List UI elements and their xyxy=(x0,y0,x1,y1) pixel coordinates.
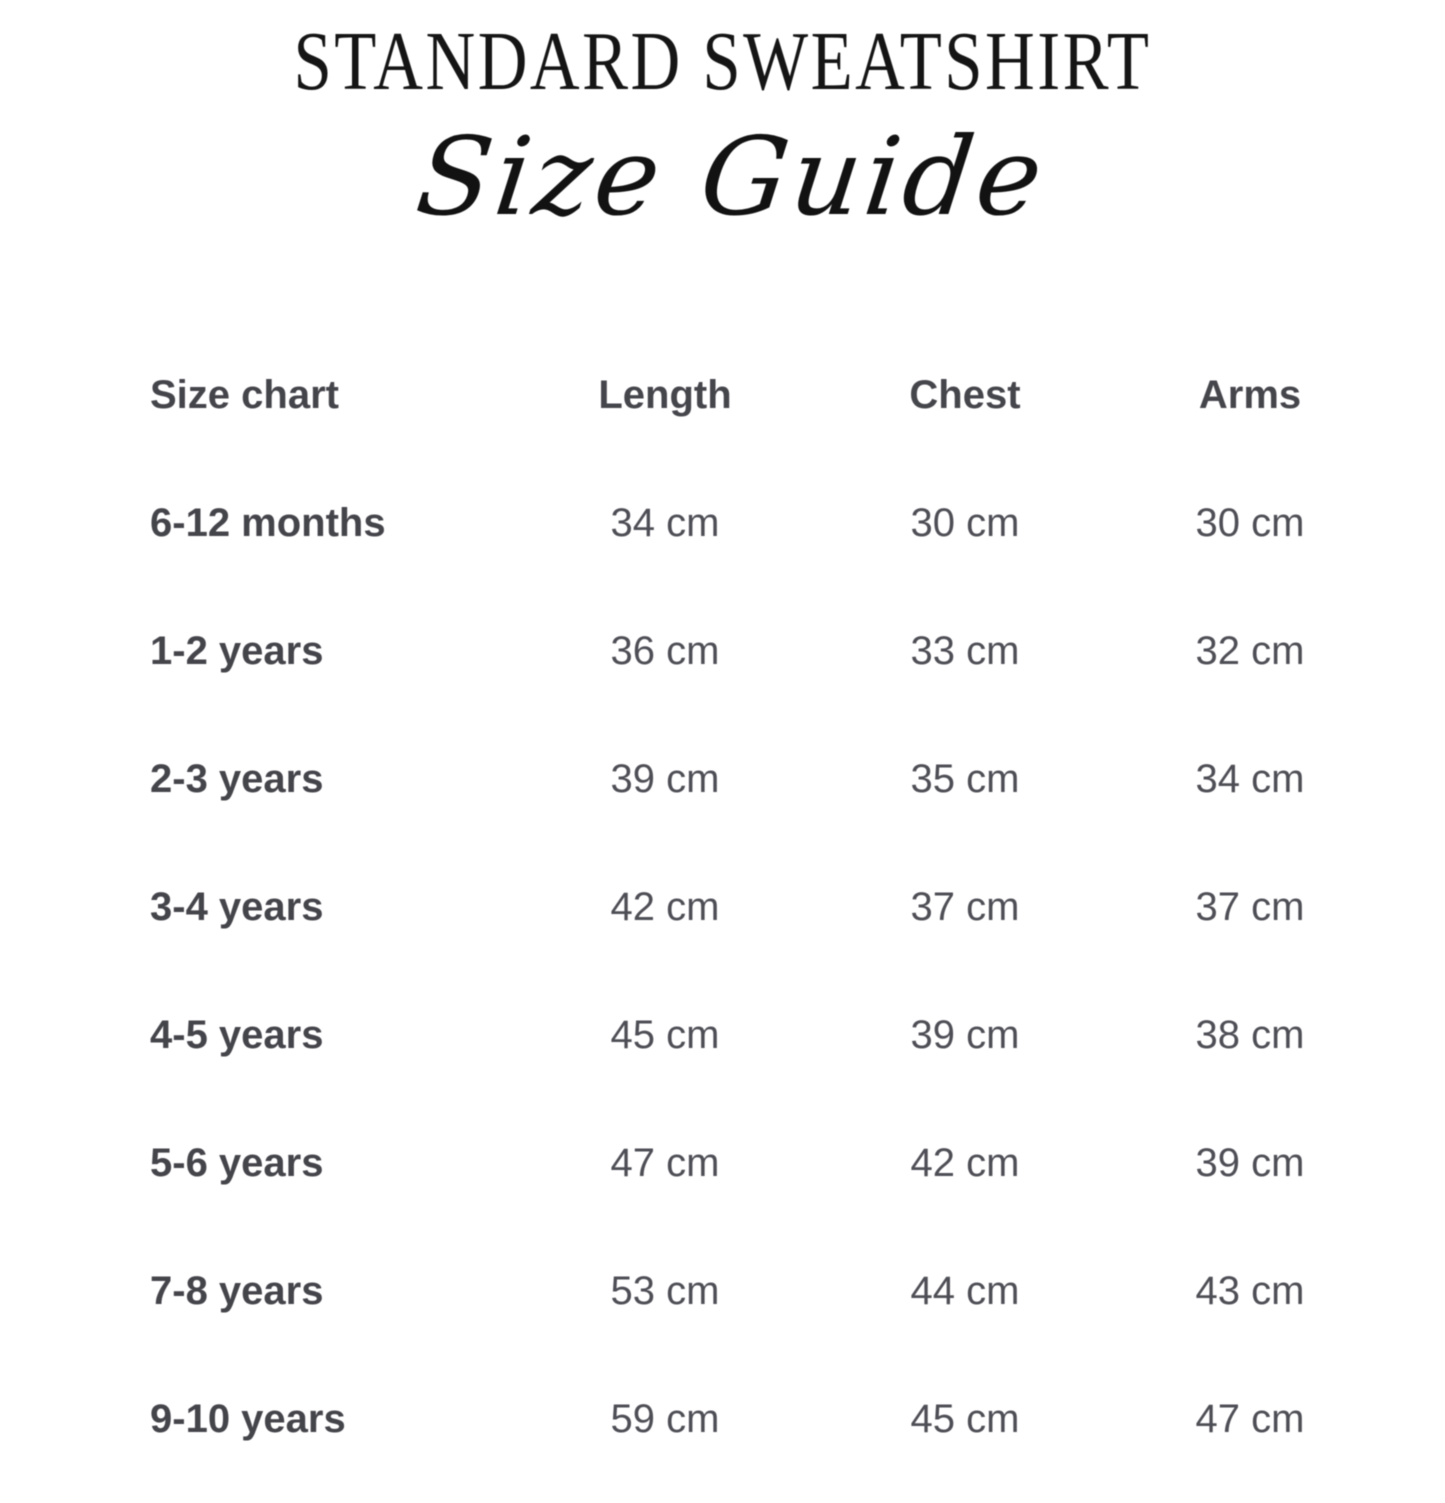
column-header-chest: Chest xyxy=(909,373,1021,417)
size-label: 9-10 years xyxy=(150,1397,346,1441)
table-row xyxy=(0,715,1400,843)
size-label: 3-4 years xyxy=(150,885,324,929)
arms-value: 38 cm xyxy=(1195,1013,1305,1057)
arms-value: 30 cm xyxy=(1195,501,1305,545)
chest-value: 39 cm xyxy=(910,1013,1020,1057)
page-title: STANDARD SWEATSHIRT xyxy=(293,15,1152,108)
length-value: 53 cm xyxy=(610,1269,720,1313)
column-header-size: Size chart xyxy=(150,373,339,417)
chest-value: 44 cm xyxy=(910,1269,1020,1313)
chest-value: 33 cm xyxy=(910,629,1020,673)
arms-value: 43 cm xyxy=(1195,1269,1305,1313)
table-header-row xyxy=(0,331,1400,459)
length-value: 39 cm xyxy=(610,757,720,801)
arms-value: 39 cm xyxy=(1195,1141,1305,1185)
arms-value: 37 cm xyxy=(1195,885,1305,929)
chest-value: 37 cm xyxy=(910,885,1020,929)
length-value: 45 cm xyxy=(610,1013,720,1057)
table-row xyxy=(0,1227,1400,1355)
page-subtitle: Size Guide xyxy=(410,115,1053,241)
table-row xyxy=(0,1355,1400,1483)
size-label: 6-12 months xyxy=(150,501,386,545)
chest-value: 30 cm xyxy=(910,501,1020,545)
arms-value: 32 cm xyxy=(1195,629,1305,673)
chest-value: 42 cm xyxy=(910,1141,1020,1185)
size-label: 2-3 years xyxy=(150,757,324,801)
length-value: 42 cm xyxy=(610,885,720,929)
table-row xyxy=(0,1099,1400,1227)
chest-value: 35 cm xyxy=(910,757,1020,801)
length-value: 59 cm xyxy=(610,1397,720,1441)
length-value: 47 cm xyxy=(610,1141,720,1185)
column-header-length: Length xyxy=(598,373,732,417)
table-row xyxy=(0,843,1400,971)
size-label: 1-2 years xyxy=(150,629,324,673)
arms-value: 34 cm xyxy=(1195,757,1305,801)
table-row xyxy=(0,459,1400,587)
arms-value: 47 cm xyxy=(1195,1397,1305,1441)
page-header xyxy=(0,15,1445,245)
size-guide-table xyxy=(0,331,1400,1483)
size-label: 5-6 years xyxy=(150,1141,324,1185)
table-row xyxy=(0,971,1400,1099)
size-label: 7-8 years xyxy=(150,1269,324,1313)
chest-value: 45 cm xyxy=(910,1397,1020,1441)
size-label: 4-5 years xyxy=(150,1013,324,1057)
table-row xyxy=(0,587,1400,715)
length-value: 34 cm xyxy=(610,501,720,545)
column-header-arms: Arms xyxy=(1198,373,1302,417)
length-value: 36 cm xyxy=(610,629,720,673)
